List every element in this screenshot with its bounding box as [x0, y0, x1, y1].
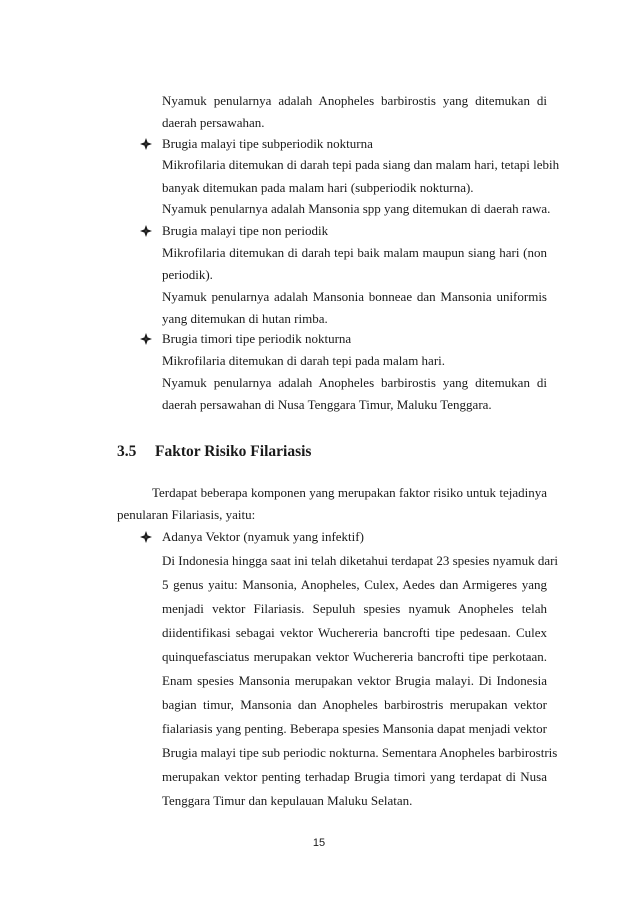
text-line: Brugia malayi tipe sub periodic nokturna. Sementara Anopheles barbirostris [162, 745, 558, 760]
text-line: Nyamuk penularnya adalah Anopheles barbirostis yang ditemukan di [162, 93, 547, 108]
bullet-label: Brugia timori tipe periodik nokturna [162, 331, 352, 346]
text-line: Nyamuk penularnya adalah Mansonia spp yang ditemukan di daerah rawa. [162, 201, 551, 216]
text-line: periodik). [162, 267, 213, 282]
paragraph-line: penularan Filariasis, yaitu: [117, 507, 256, 522]
section-number: 3.5 [117, 443, 137, 460]
text-line: Mikrofilaria ditemukan di darah tepi pada siang dan malam hari, tetapi lebih [162, 157, 560, 172]
text-line: daerah persawahan. [162, 115, 265, 130]
text-line: menjadi vektor Filariasis. Sepuluh spesies nyamuk Anopheles telah [162, 601, 547, 616]
diamond-bullet-icon [140, 138, 152, 150]
page-number: 15 [312, 837, 326, 849]
bullet-label: Brugia malayi tipe non periodik [162, 223, 329, 238]
text-line: diidentifikasi sebagai vektor Wuchereria bancrofti tipe pedesaan. Culex [162, 625, 547, 640]
paragraph-line: Terdapat beberapa komponen yang merupakan faktor risiko untuk tejadinya [152, 485, 547, 500]
text-line: banyak ditemukan pada malam hari (subperiodik nokturna). [162, 180, 474, 195]
text-line: Mikrofilaria ditemukan di darah tepi pada malam hari. [162, 353, 446, 368]
bullet-label: Adanya Vektor (nyamuk yang infektif) [162, 529, 364, 544]
text-line: Di Indonesia hingga saat ini telah diketahui terdapat 23 spesies nyamuk dari [162, 553, 559, 568]
diamond-bullet-icon [140, 531, 152, 543]
text-line: Nyamuk penularnya adalah Mansonia bonneae dan Mansonia uniformis [162, 289, 547, 304]
text-line: fialariasis yang penting. Beberapa spesies Mansonia dapat menjadi vektor [162, 721, 547, 736]
diamond-bullet-icon [140, 225, 152, 237]
text-line: yang ditemukan di hutan rimba. [162, 311, 328, 326]
text-line: Mikrofilaria ditemukan di darah tepi baik malam maupun siang hari (non [162, 245, 547, 260]
text-line: Tenggara Timur dan kepulauan Maluku Selatan. [162, 793, 413, 808]
text-line: 5 genus yaitu: Mansonia, Anopheles, Culex, Aedes dan Armigeres yang [162, 577, 547, 592]
text-line: daerah persawahan di Nusa Tenggara Timur, Maluku Tenggara. [162, 397, 492, 412]
text-line: Enam spesies Mansonia merupakan vektor Brugia malayi. Di Indonesia [162, 673, 547, 688]
section-title: Faktor Risiko Filariasis [155, 443, 312, 460]
text-line: Nyamuk penularnya adalah Anopheles barbirostis yang ditemukan di [162, 375, 547, 390]
bullet-label: Brugia malayi tipe subperiodik nokturna [162, 136, 373, 151]
diamond-bullet-icon [140, 333, 152, 345]
text-line: quinquefasciatus merupakan vektor Wuchereria bancrofti tipe perkotaan. [162, 649, 547, 664]
text-line: merupakan vektor penting terhadap Brugia timori yang terdapat di Nusa [162, 769, 547, 784]
text-line: bagian timur, Mansonia dan Anopheles barbirostris merupakan vektor [162, 697, 547, 712]
